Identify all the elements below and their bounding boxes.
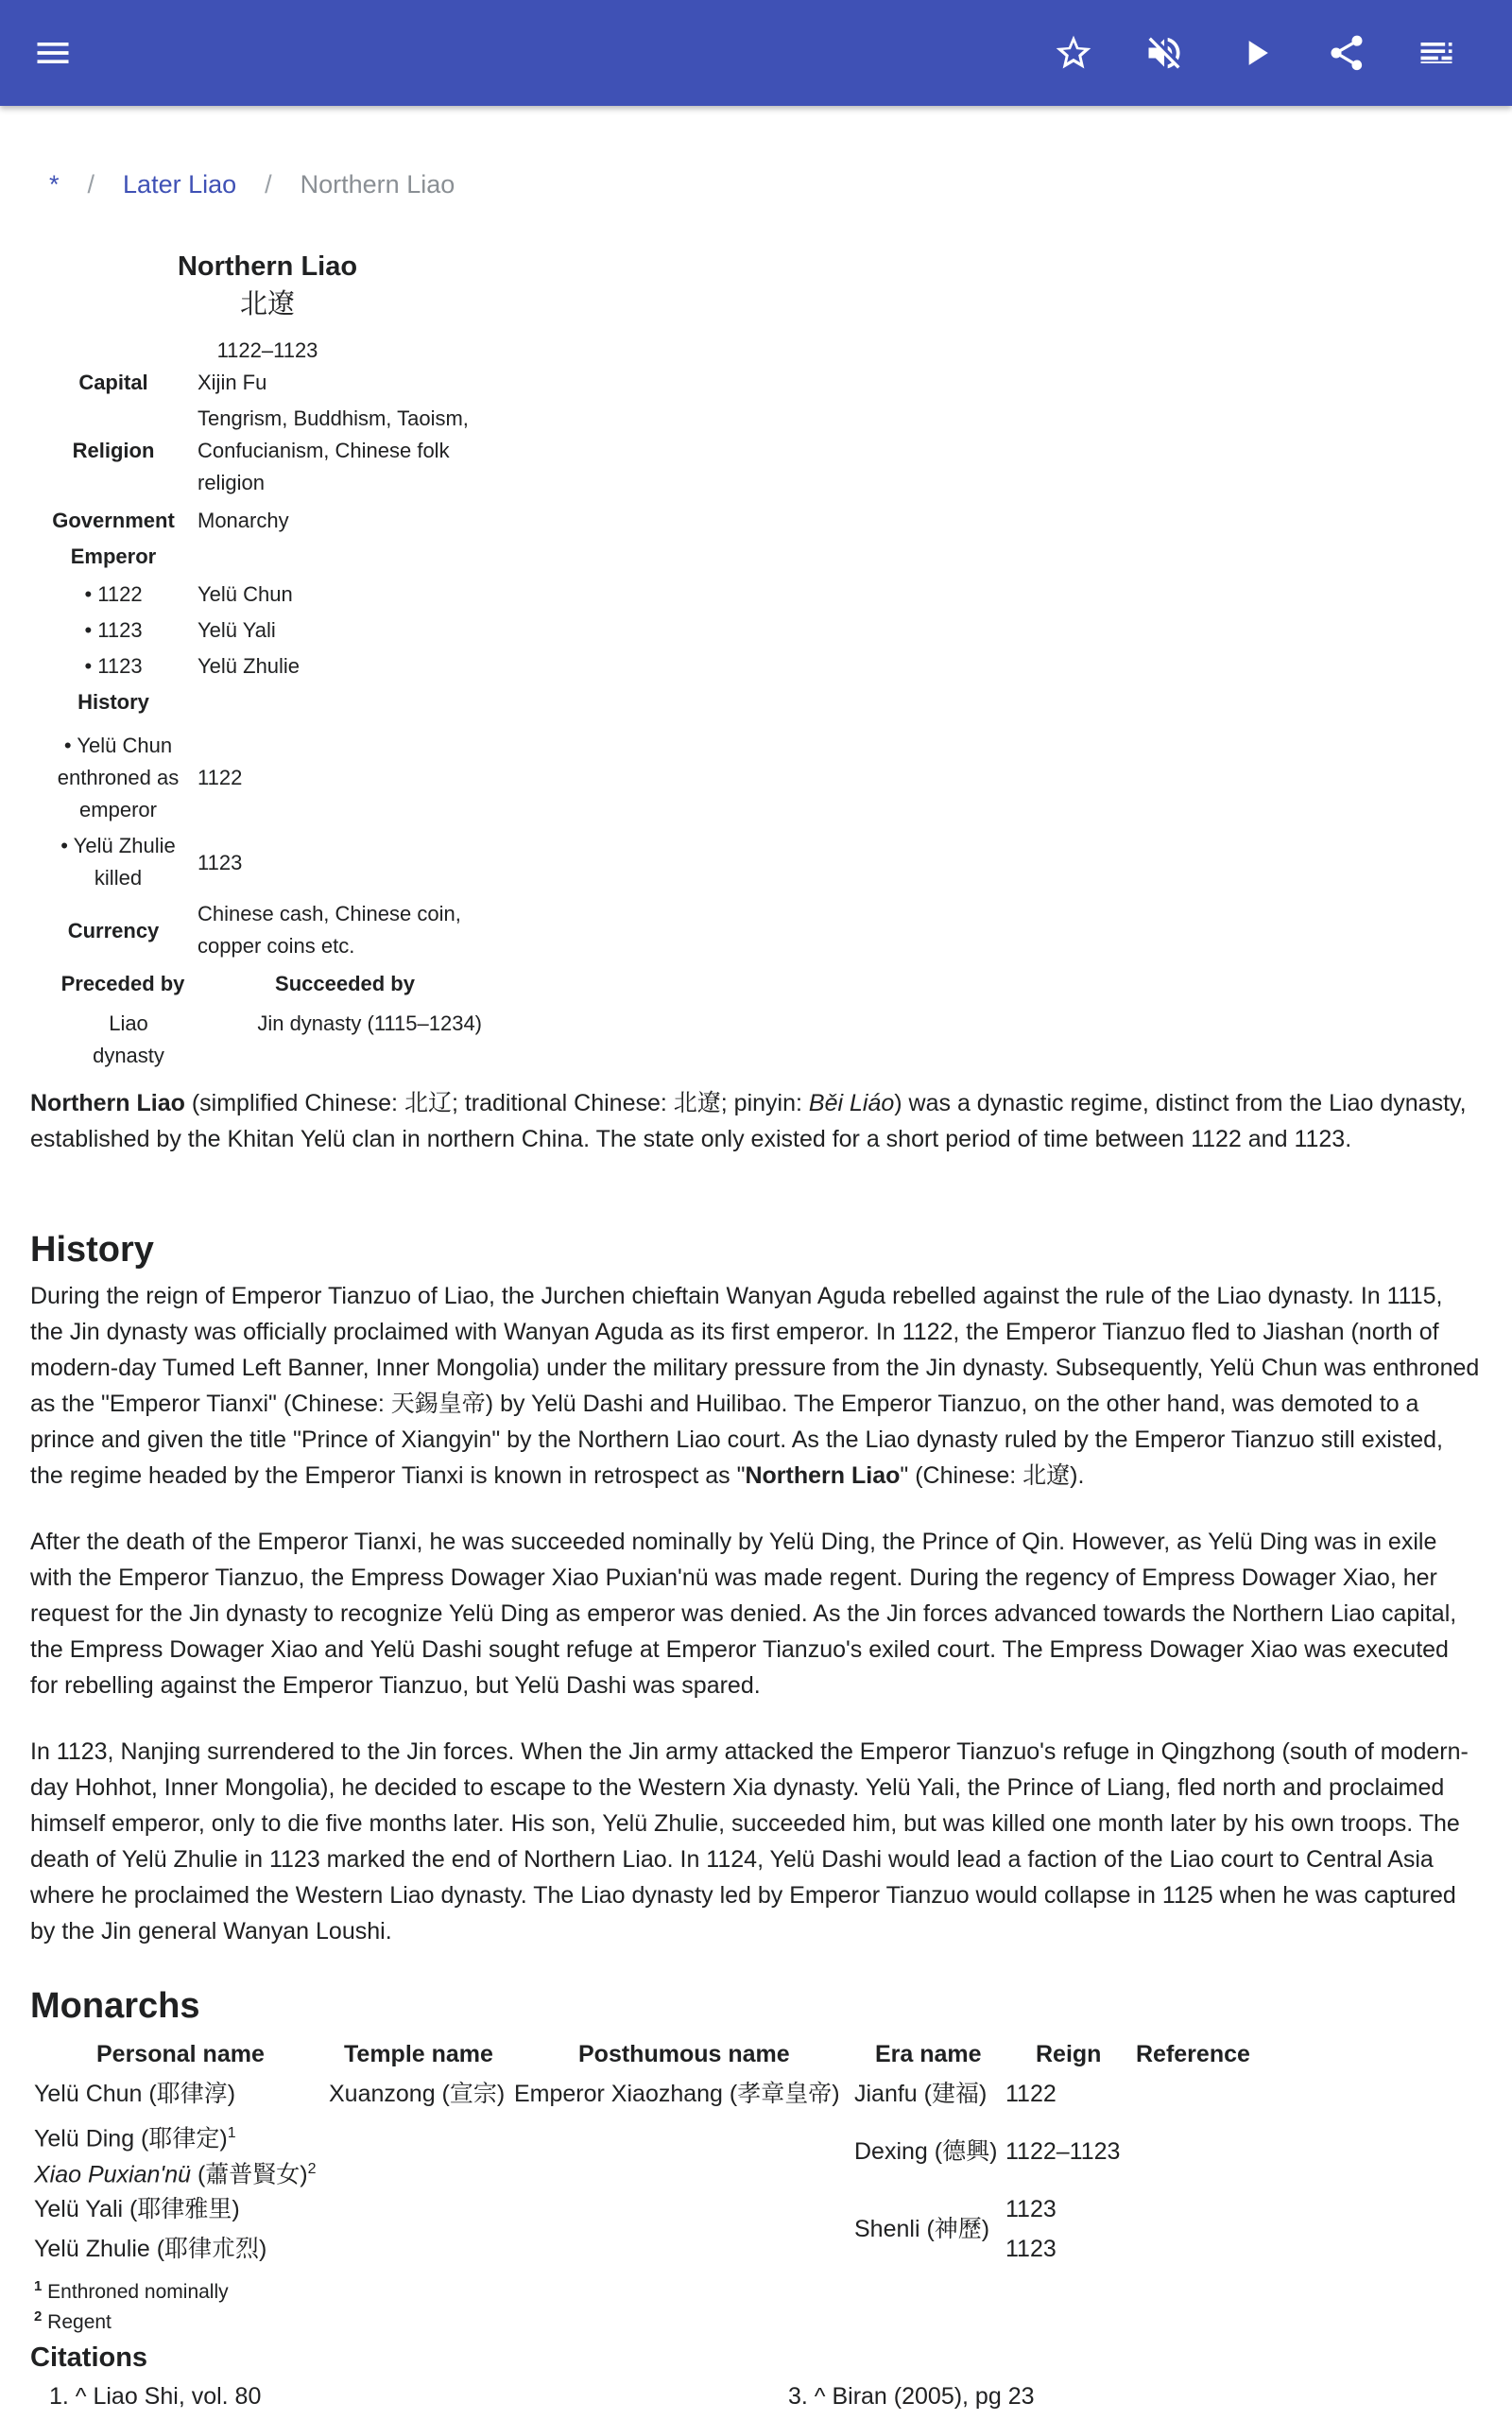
infobox-label: • 1123 <box>84 654 143 678</box>
pinyin: Běi Liáo <box>808 1090 895 1116</box>
section-heading-citations: Citations <box>30 2342 148 2373</box>
infobox-succeeded-link[interactable]: Jin dynasty (1115–1234) <box>257 1011 482 1035</box>
table-cell-era: Shenli (神歷) <box>854 2216 990 2242</box>
monarch-name[interactable]: Yelü Ding (耶律定) <box>34 2125 228 2152</box>
infobox-preceded-link[interactable]: Liao dynasty <box>93 1011 164 1067</box>
table-header: Temple name <box>344 2041 493 2067</box>
infobox-label: • Yelü Zhulie killed <box>60 834 176 890</box>
infobox-label[interactable]: Emperor <box>70 544 157 568</box>
citation-item[interactable]: 1. ^ Liao Shi, vol. 80 <box>49 2383 262 2410</box>
table-cell-reign: 1123 <box>1005 2196 1057 2222</box>
history-text: During the reign of Emperor Tianzuo of Liao, the Jurchen chieftain Wanyan Aguda rebelled against the rule of the Liao dynasty. In 1115, the Jin dynasty was officially proclaimed with Wanyan Aguda as its first emperor. In 1122, the Emperor Tianzuo fled to Jiashan (north of modern-day Tumed Left Banner, Inner Mongolia) under the military pressure from the Jin dynasty. Subsequently, Yelü Chun was enthroned as the "Emperor Tianxi" (Chinese: 天錫皇帝) by Yelü Dashi and Huilibao. The Emperor Tianzuo, on the other hand, was demoted to a prince and given the title "Prince of Xiangyin" by the Northern Liao court. As the Liao dynasty ruled by the Emperor Tianzuo still existed, the regime headed by the Emperor Tianxi is known in retrospect as " <box>30 1283 1480 1489</box>
infobox-value: 1122 <box>198 766 243 789</box>
table-cell-reign: 1123 <box>1005 2236 1057 2262</box>
infobox-succeeded-label: Succeeded by <box>275 972 415 995</box>
breadcrumb-home[interactable]: * <box>49 170 60 199</box>
infobox-years: 1122–1123 <box>216 338 318 362</box>
infobox-value[interactable]: Xijin Fu <box>198 371 267 394</box>
citation-item[interactable]: 3. ^ Biran (2005), pg 23 <box>788 2383 1035 2410</box>
star-outline-icon[interactable] <box>1045 25 1102 81</box>
monarch-name: Xiao Puxian'nü <box>34 2161 192 2188</box>
breadcrumb-separator: / <box>87 170 95 199</box>
footnote-text: Enthroned nominally <box>42 2281 229 2303</box>
table-cell-reign: 1122 <box>1005 2081 1057 2107</box>
table-cell-personal[interactable]: Yelü Chun (耶律淳) <box>34 2081 236 2107</box>
infobox-value: Tengrism, Buddhism, Taoism, Confucianism, Chinese folk religion <box>198 406 469 494</box>
breadcrumb-separator: / <box>265 170 272 199</box>
footnote-mark: 2 <box>34 2308 43 2325</box>
infobox-value: 1123 <box>198 851 243 874</box>
infobox-label: • Yelü Chun enthroned as emperor <box>57 734 180 821</box>
table-cell-personal <box>34 2152 317 2192</box>
infobox-label: Government <box>52 509 175 532</box>
footnote <box>34 2273 229 2307</box>
infobox-value[interactable]: Yelü Chun <box>198 582 293 606</box>
intro-text: (simplified Chinese: 北辽; traditional Chinese: 北遼; pinyin: <box>184 1090 809 1116</box>
history-paragraph: After the death of the Emperor Tianxi, he was succeeded nominally by Yelü Ding, the Prince of Qin. However, as Yelü Ding was in exile with the Emperor Tianzuo, the Empress Dowager Xiao Puxian'nü was made regent. During the regency of Empress Dowager Xiao, her request for the Jin dynasty to recognize Yelü Ding as emperor was denied. As the Jin forces advanced towards the Northern Liao capital, the Empress Dowager Xiao and Yelü Dashi sought refuge at Emperor Tianzuo's exiled court. The Empress Dowager Xiao was executed for rebelling against the Emperor Tianzuo, but Yelü Dashi was spared. <box>30 1529 1457 1699</box>
article-subject: Northern Liao <box>30 1090 185 1116</box>
table-cell-reign: 1122–1123 <box>1005 2138 1121 2165</box>
table-cell-personal[interactable]: Yelü Zhulie (耶律朮烈) <box>34 2236 267 2262</box>
table-cell-personal[interactable]: Yelü Yali (耶律雅里) <box>34 2196 240 2222</box>
infobox-title: Northern Liao <box>177 251 358 282</box>
table-header: Era name <box>875 2041 982 2067</box>
table-cell-era: Jianfu (建福) <box>854 2081 988 2107</box>
table-cell-posthumous: Emperor Xiaozhang (孝章皇帝) <box>514 2081 840 2107</box>
volume-off-icon[interactable] <box>1136 25 1193 81</box>
table-cell-era: Dexing (德興) <box>854 2138 998 2165</box>
share-icon[interactable] <box>1318 25 1375 81</box>
breadcrumb <box>49 170 455 199</box>
footnote <box>34 2303 112 2337</box>
footnote-text: Regent <box>42 2311 112 2333</box>
footnote-mark: 1 <box>34 2278 43 2294</box>
footnote-mark: 2 <box>307 2161 317 2177</box>
infobox-native-name: 北遼 <box>239 289 295 320</box>
table-header: Reference <box>1136 2041 1250 2067</box>
infobox-label: • 1123 <box>84 618 143 642</box>
infobox-label: Capital <box>78 371 148 394</box>
table-header: Reign <box>1036 2041 1102 2067</box>
history-text: " (Chinese: 北遼). <box>900 1462 1085 1489</box>
infobox-value[interactable]: Yelü Yali <box>198 618 276 642</box>
infobox-label: Currency <box>67 919 160 942</box>
infobox-value[interactable]: Monarchy <box>198 509 289 532</box>
table-cell-temple: Xuanzong (宣宗) <box>329 2081 506 2107</box>
intro-paragraph <box>30 1085 1482 1157</box>
infobox-preceded-label: Preceded by <box>60 972 185 995</box>
intro-text: ) was a dynastic regime, distinct from the Liao dynasty, established by the Khitan Yelü clan in northern China. The state only existed for a short period of time between 1122 and 1123. <box>30 1090 1467 1152</box>
app-bar <box>0 0 1512 106</box>
infobox-label: History <box>77 690 149 714</box>
play-icon[interactable] <box>1228 25 1284 81</box>
section-heading-monarchs: Monarchs <box>30 1986 200 2026</box>
menu-icon[interactable] <box>25 25 81 81</box>
table-cell-personal <box>34 2116 236 2156</box>
breadcrumb-parent[interactable]: Later Liao <box>123 170 237 199</box>
history-paragraph: In 1123, Nanjing surrendered to the Jin forces. When the Jin army attacked the Emperor Tianzuo's refuge in Qingzhong (south of modern-day Hohhot, Inner Mongolia), he decided to escape to the Western Xia dynasty. Yelü Yali, the Prince of Liang, fled north and proclaimed himself emperor, only to die five months later. His son, Yelü Zhulie, succeeded him, but was killed one month later by his own troops. The death of Yelü Zhulie in 1123 marked the end of Northern Liao. In 1124, Yelü Dashi would lead a faction of the Liao court to Central Asia where he proclaimed the Western Liao dynasty. The Liao dynasty led by Emperor Tianzuo would collapse in 1125 when he was captured by the Jin general Wanyan Loushi. <box>30 1738 1469 1945</box>
monarch-name: (蕭普賢女) <box>191 2161 308 2188</box>
infobox-value[interactable]: Yelü Zhulie <box>198 654 301 678</box>
history-paragraph <box>30 1278 1482 1494</box>
infobox-value: Chinese cash, Chinese coin, copper coins etc. <box>198 902 461 958</box>
table-header: Personal name <box>96 2041 265 2067</box>
footnote-mark: 1 <box>227 2125 236 2141</box>
infobox-label: • 1122 <box>84 582 143 606</box>
breadcrumb-current: Northern Liao <box>300 170 455 199</box>
section-heading-history: History <box>30 1230 154 1270</box>
table-header: Posthumous name <box>578 2041 790 2067</box>
infobox-label: Religion <box>72 439 155 462</box>
bold-term: Northern Liao <box>745 1462 901 1489</box>
playlist-icon[interactable] <box>1408 25 1465 81</box>
